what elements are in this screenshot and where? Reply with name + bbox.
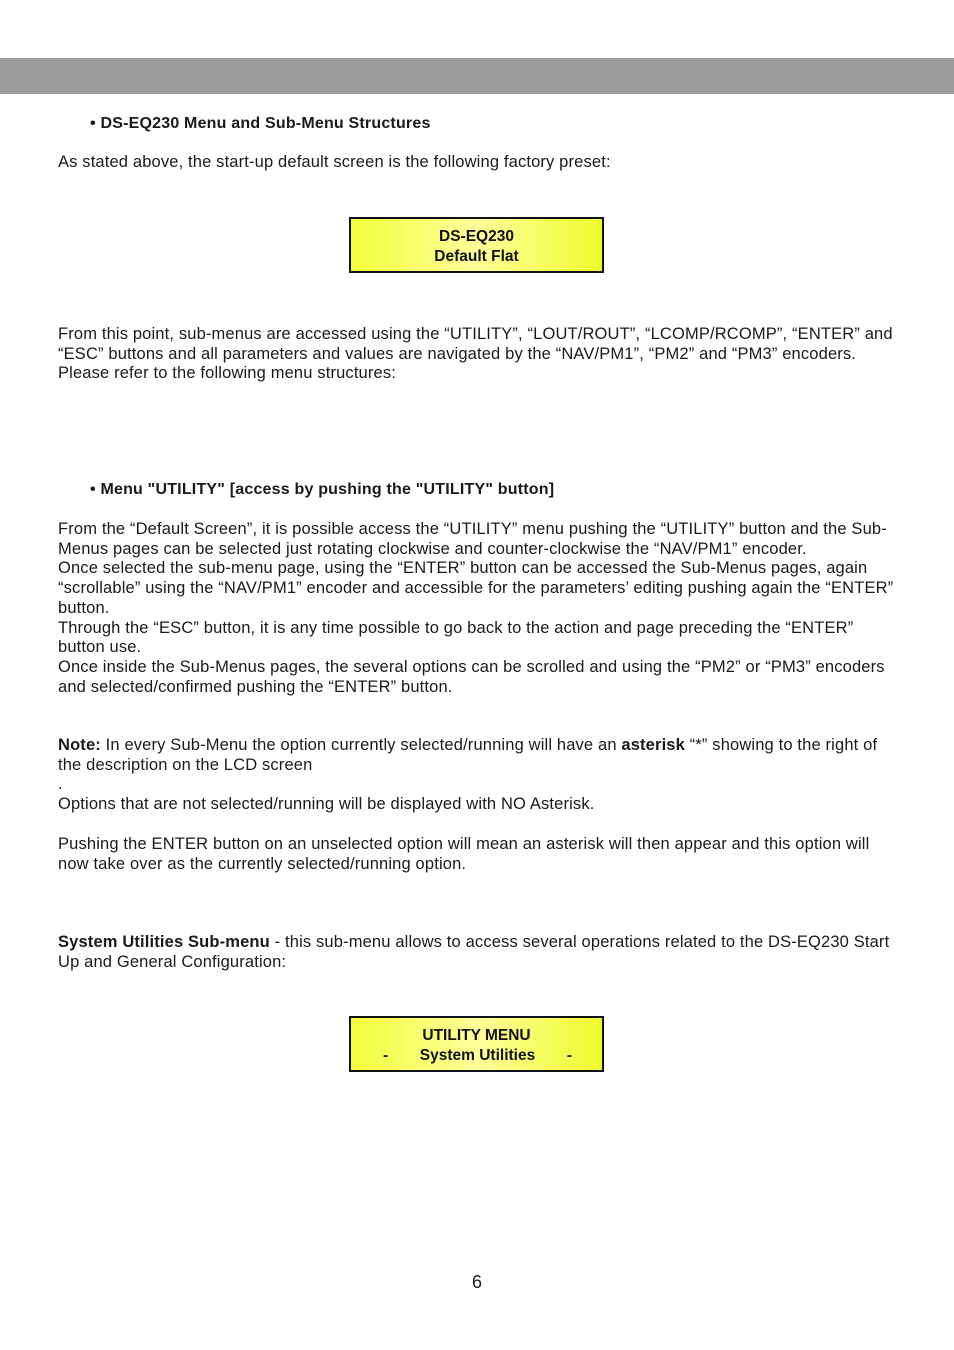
lcd-dash-left: - [383,1046,389,1064]
header-bar [0,58,954,94]
note-label: Note: [58,736,101,754]
note-text-before: In every Sub-Menu the option currently selected/running will have an [100,736,622,754]
section-heading-menu-structures: • DS-EQ230 Menu and Sub-Menu Structures [90,115,431,132]
lcd-line-1: DS-EQ230 [439,228,514,245]
system-utilities-label: System Utilities Sub-menu [58,933,270,951]
utility-paragraph-line: Once selected the sub-menu page, using the “ENTER” button can be accessed the Sub-Menus pages, again “scrollable” using the “NAV/PM1” encoder and accessible for the parameters’ editing pushing again the “ENTER” button. [58,559,894,617]
utility-paragraph-line: From the “Default Screen”, it is possible access the “UTILITY” menu pushing the “UTILITY” button and the Sub-Menus pages can be selected just rotating clockwise and counter-clockwise the “NAV/PM1” encoder. [58,520,887,558]
lcd-dash-right: - [566,1046,572,1064]
enter-effect-paragraph: Pushing the ENTER button on an unselected option will mean an asterisk will then appear and this option will now take over as the currently selected/running option. [58,835,870,873]
utility-paragraph-line: Through the “ESC” button, it is any time possible to go back to the action and page preceding the “ENTER” button use. [58,618,854,657]
lcd-line-2: Default Flat [434,247,519,265]
lcd-display-utility [349,1016,604,1072]
note-bold-asterisk: asterisk [621,736,685,754]
note-paragraph [58,736,903,815]
lcd-line-1: UTILITY MENU [422,1027,531,1044]
system-utilities-text: - this sub-menu allows to access several operations related to the DS-EQ230 Start Up and General Configuration: [58,933,890,971]
intro-paragraph: As stated above, the start-up default screen is the following factory preset: [58,153,611,171]
section-heading-utility-menu: • Menu "UTILITY" [access by pushing the "UTILITY" button] [90,481,555,498]
note-not-selected: Options that are not selected/running will be displayed with NO Asterisk. [58,795,595,814]
utility-paragraph-line: Once inside the Sub-Menus pages, the several options can be scrolled and using the “PM2” or “PM3” encoders and selected/confirmed pushing the “ENTER” button. [58,657,885,696]
navigation-paragraph: From this point, sub-menus are accessed using the “UTILITY”, “LOUT/ROUT”, “LCOMP/RCOMP”, “ENTER” and “ESC” buttons and all parameters and values are navigated by the “NAV/PM1”, “PM2” and “PM3” encoders. Please refer to the following menu structures: [58,325,893,383]
note-period-line: . [58,775,63,794]
lcd-line-2 [351,1046,602,1066]
note-text-after: “*” showing to the right of the description on the LCD screen [58,736,878,774]
utility-menu-paragraph [58,520,903,697]
system-utilities-paragraph [58,933,903,972]
lcd-line-2-text: System Utilities [419,1046,536,1064]
lcd-display-default [349,217,604,273]
page-number: 6 [471,1272,482,1292]
